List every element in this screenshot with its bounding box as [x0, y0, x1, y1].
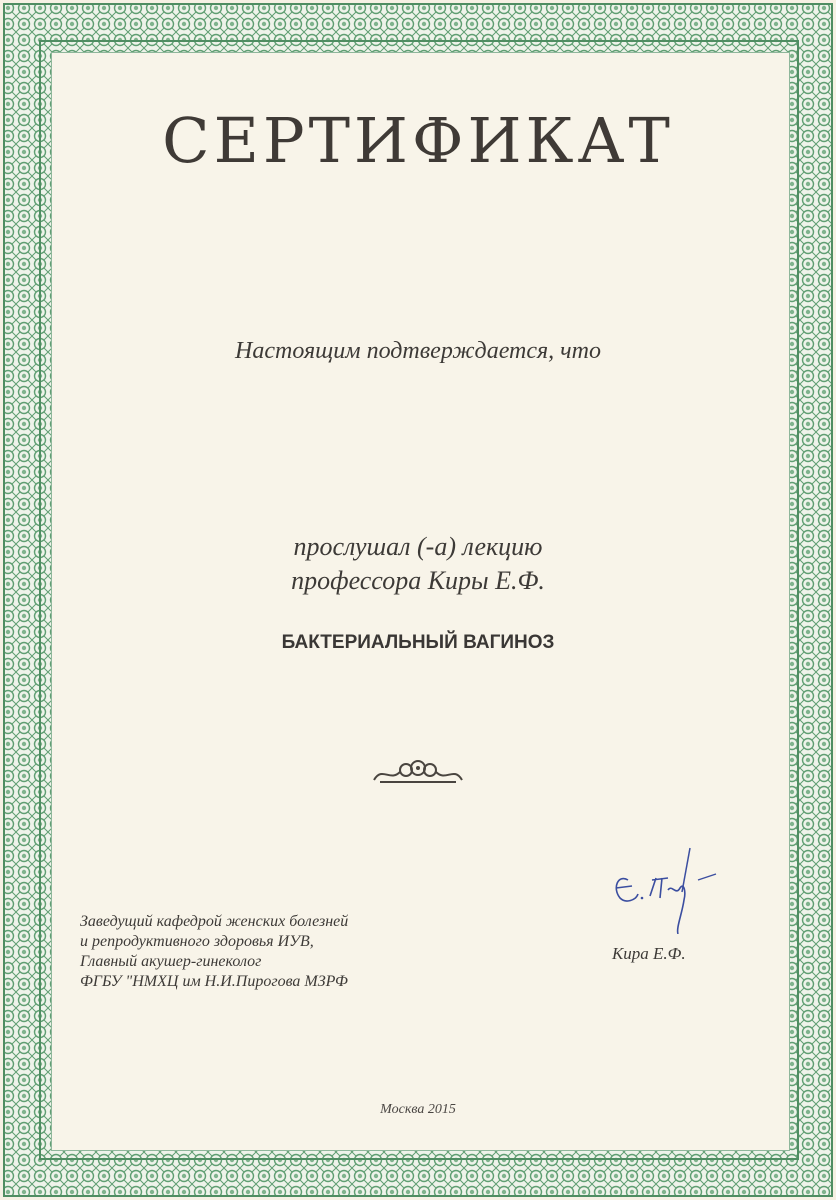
attendance-line-1: прослушал (-а) лекцию: [293, 532, 543, 561]
handwritten-signature-icon: [606, 844, 726, 934]
signer-position: [80, 912, 348, 992]
attendance-line-2: профессора Киры Е.Ф.: [291, 566, 545, 595]
position-line-1: Заведущий кафедрой женских болезней: [80, 913, 349, 930]
place-and-year: Москва 2015: [380, 1102, 456, 1117]
ornament-icon: [370, 756, 466, 786]
signer-name: Кира Е.Ф.: [612, 944, 686, 963]
attendance-text: [0, 530, 836, 598]
position-line-3: Главный акушер-гинеколог: [80, 953, 262, 970]
lecture-topic: БАКТЕРИАЛЬНЫЙ ВАГИНОЗ: [281, 632, 555, 653]
position-line-4: ФГБУ "НМХЦ им Н.И.Пирогова МЗРФ: [80, 973, 348, 990]
certificate-title: СЕРТИФИКАТ: [162, 104, 674, 177]
position-line-2: и репродуктивного здоровья ИУВ,: [80, 933, 314, 950]
confirmation-text: Настоящим подтверждается, что: [235, 338, 601, 364]
